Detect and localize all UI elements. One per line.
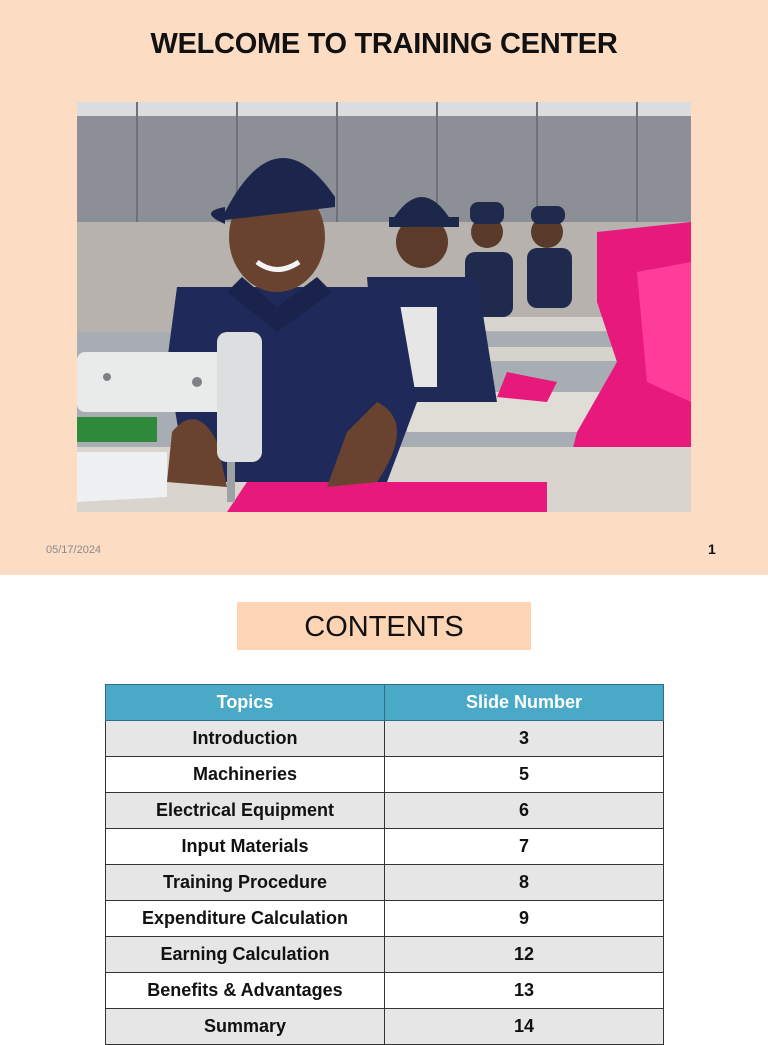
slide-number-cell: 14 [385, 1009, 664, 1045]
table-row [106, 901, 664, 937]
table-row [106, 757, 664, 793]
slide-page-number: 1 [708, 541, 716, 557]
topic-cell: Electrical Equipment [106, 793, 385, 829]
slide-number-cell: 8 [385, 865, 664, 901]
slide-number-cell: 3 [385, 721, 664, 757]
topic-cell: Summary [106, 1009, 385, 1045]
slide-number-cell: 12 [385, 937, 664, 973]
table-row [106, 829, 664, 865]
column-header-topics: Topics [106, 685, 385, 721]
garment-workers-photo [77, 102, 691, 512]
table-row [106, 1009, 664, 1045]
slide-number-cell: 9 [385, 901, 664, 937]
column-header-slide-number: Slide Number [385, 685, 664, 721]
topic-cell: Earning Calculation [106, 937, 385, 973]
slide-number-cell: 5 [385, 757, 664, 793]
contents-table [105, 684, 664, 1045]
slide-number-cell: 7 [385, 829, 664, 865]
contents-heading: CONTENTS [237, 602, 531, 650]
slide-number-cell: 6 [385, 793, 664, 829]
table-row [106, 721, 664, 757]
slide-date: 05/17/2024 [46, 544, 102, 556]
table-row [106, 937, 664, 973]
slide-number-cell: 13 [385, 973, 664, 1009]
table-row [106, 793, 664, 829]
topic-cell: Benefits & Advantages [106, 973, 385, 1009]
slide-title: WELCOME TO TRAINING CENTER [150, 28, 618, 60]
table-row [106, 973, 664, 1009]
topic-cell: Machineries [106, 757, 385, 793]
table-header-row [106, 685, 664, 721]
table-row [106, 865, 664, 901]
topic-cell: Training Procedure [106, 865, 385, 901]
topic-cell: Introduction [106, 721, 385, 757]
topic-cell: Input Materials [106, 829, 385, 865]
topic-cell: Expenditure Calculation [106, 901, 385, 937]
